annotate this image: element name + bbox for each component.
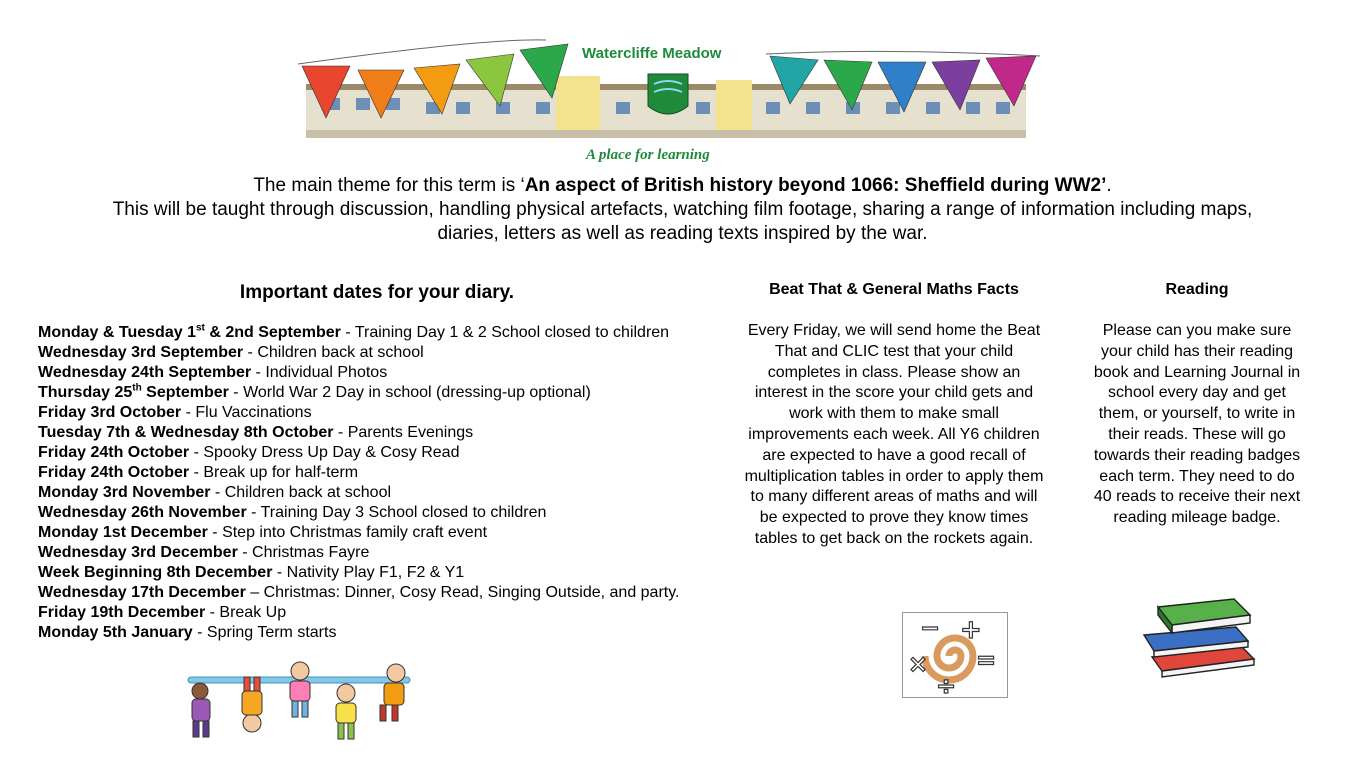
intro-prefix: The main theme for this term is ‘ [253, 175, 525, 196]
date-description: - Children back at school [210, 484, 392, 501]
date-description: - Training Day 1 & 2 School closed to children [340, 324, 670, 341]
maths-text-line: to many different areas of maths and will [750, 488, 1038, 506]
intro-line-1 [40, 174, 1325, 198]
intro-line-3: diaries, letters as well as reading texts inspired by the war. [437, 223, 928, 244]
reading-text-line: each term. They need to do [1099, 467, 1295, 485]
date-item [38, 423, 728, 443]
date-description: – Christmas: Dinner, Cosy Read, Singing Outside, and party. [245, 584, 680, 601]
maths-text-line: are expected to have a good recall of [762, 446, 1026, 464]
maths-text-line: be expected to prove they know times [759, 509, 1029, 527]
date-label [38, 324, 341, 341]
date-text: & 2nd September [204, 324, 341, 341]
date-label [38, 364, 251, 381]
date-item [38, 583, 728, 603]
date-label [38, 424, 333, 441]
dates-list [38, 323, 728, 643]
date-description: - Flu Vaccinations [181, 404, 312, 421]
date-item [38, 523, 728, 543]
date-item [38, 363, 728, 383]
date-text: Wednesday 24th September [38, 364, 252, 381]
reading-text-line: school every day and get [1108, 384, 1286, 402]
maths-text-line: That and CLIC test that your child [774, 342, 1014, 360]
date-label [38, 384, 229, 401]
date-description: - Spooky Dress Up Day & Cosy Read [189, 444, 460, 461]
date-description: - Parents Evenings [333, 424, 474, 441]
date-text: Friday 24th October [38, 464, 190, 481]
theme-title: An aspect of British history beyond 1066: Sheffield during WW2’ [524, 175, 1107, 196]
date-item [38, 323, 728, 343]
svg-text:=: = [976, 646, 997, 674]
date-text: Wednesday 3rd December [38, 544, 238, 561]
date-label [38, 604, 205, 621]
reading-text-line: your child has their reading [1100, 342, 1294, 360]
date-description: - Training Day 3 School closed to children [246, 504, 547, 521]
date-text: Week Beginning 8th December [38, 564, 273, 581]
date-description: - Spring Term starts [192, 624, 337, 641]
date-text: Friday 19th December [38, 604, 206, 621]
date-item [38, 443, 728, 463]
maths-text-line: work with them to make small [789, 405, 999, 423]
svg-text:×: × [908, 650, 929, 678]
date-label [38, 444, 189, 461]
svg-text:÷: ÷ [936, 672, 957, 698]
date-item [38, 463, 728, 483]
maths-heading: Beat That & General Maths Facts [769, 281, 1019, 298]
children-playing-image [178, 655, 418, 747]
date-label [38, 404, 181, 421]
intro-suffix: . [1106, 175, 1112, 196]
school-tagline: A place for learning [586, 147, 710, 163]
intro-line-2: This will be taught through discussion, handling physical artefacts, watching film footage, sharing a range of information including maps, [112, 199, 1253, 220]
reading-body [1080, 321, 1314, 529]
date-item [38, 383, 728, 403]
date-description: - World War 2 Day in school (dressing-up optional) [228, 384, 591, 401]
date-label [38, 344, 243, 361]
date-description: - Break Up [205, 604, 287, 621]
svg-text:−: − [920, 614, 941, 642]
date-text: Wednesday 26th November [38, 504, 247, 521]
reading-text-line: Please can you make sure [1102, 322, 1292, 339]
reading-text-line: their reads. These will go [1108, 425, 1286, 443]
date-text: Monday 5th January [38, 624, 193, 641]
reading-text-line: reading mileage badge. [1113, 509, 1281, 527]
date-label [38, 484, 210, 501]
date-description: - Christmas Fayre [237, 544, 370, 561]
date-item [38, 403, 728, 423]
reading-text-line: book and Learning Journal in [1093, 363, 1301, 381]
date-item [38, 503, 728, 523]
date-item [38, 603, 728, 623]
date-label [38, 564, 272, 581]
date-text: Monday 3rd November [38, 484, 211, 501]
school-name: Watercliffe Meadow [582, 45, 722, 62]
maths-text-line: multiplication tables in order to apply them [744, 467, 1044, 485]
maths-body [730, 321, 1058, 550]
reading-text-line: them, or yourself, to write in [1098, 405, 1296, 423]
term-intro [40, 174, 1325, 246]
date-item [38, 623, 728, 643]
date-text: Monday 1st December [38, 524, 208, 541]
date-superscript: th [132, 382, 142, 394]
maths-text-line: completes in class. Please show an [767, 363, 1021, 381]
date-description: - Nativity Play F1, F2 & Y1 [272, 564, 465, 581]
date-label [38, 544, 238, 561]
date-text: Friday 3rd October [38, 404, 182, 421]
date-text: September [141, 384, 229, 401]
reading-heading: Reading [1165, 281, 1229, 298]
date-description: - Step into Christmas family craft event [207, 524, 488, 541]
date-item [38, 543, 728, 563]
date-label [38, 584, 246, 601]
date-text: Wednesday 3rd September [38, 344, 244, 361]
reading-text-line: 40 reads to receive their next [1093, 488, 1301, 506]
maths-text-line: Every Friday, we will send home the Beat [747, 322, 1041, 339]
date-text: Tuesday 7th & Wednesday 8th October [38, 424, 334, 441]
date-text: Thursday 25 [38, 384, 133, 401]
date-label [38, 464, 189, 481]
maths-text-line: improvements each week. All Y6 children [748, 425, 1040, 443]
books-image [1132, 585, 1264, 681]
svg-text:+: + [960, 615, 982, 645]
date-label [38, 504, 247, 521]
date-description: - Break up for half-term [189, 464, 359, 481]
date-label [38, 624, 193, 641]
date-item [38, 563, 728, 583]
date-description: - Individual Photos [251, 364, 388, 381]
reading-text-line: towards their reading badges [1093, 446, 1301, 464]
date-label [38, 524, 208, 541]
date-item [38, 483, 728, 503]
date-superscript: st [195, 322, 205, 334]
maths-text-line: tables to get back on the rockets again. [754, 529, 1034, 547]
maths-symbols-image [902, 612, 1008, 698]
date-description: - Children back at school [243, 344, 424, 361]
date-text: Monday & Tuesday 1 [38, 324, 196, 341]
maths-text-line: interest in the score your child gets and [754, 384, 1034, 402]
dates-heading: Important dates for your diary. [239, 282, 515, 303]
date-text: Friday 24th October [38, 444, 190, 461]
date-text: Wednesday 17th December [38, 584, 246, 601]
date-item [38, 343, 728, 363]
school-banner-logo [296, 18, 1046, 166]
